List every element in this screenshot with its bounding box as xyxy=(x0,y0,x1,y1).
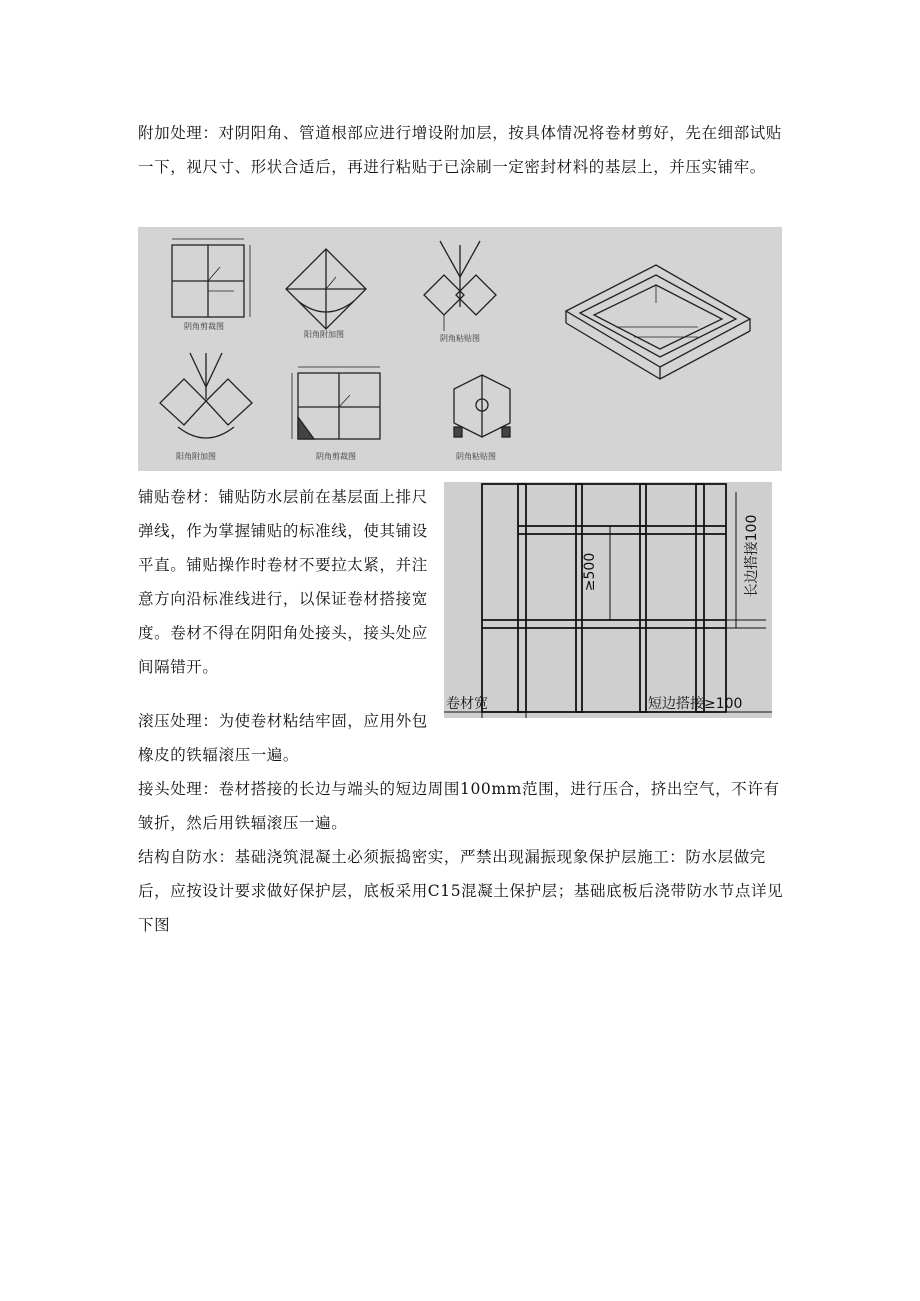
caption-2: 阳角附加图 xyxy=(304,330,344,339)
caption-6: 阴角粘贴图 xyxy=(456,452,496,461)
caption-5: 阴角剪裁图 xyxy=(316,452,356,461)
caption-4: 阳角附加图 xyxy=(176,452,216,461)
paragraph-joint-treatment: 接头处理：卷材搭接的长边与端头的短边周围100mm范围，进行压合，挤出空气，不许有皱折，然后用铁辐滚压一遍。 xyxy=(138,780,780,832)
corner-treatment-figure xyxy=(138,227,782,471)
paragraph-paving-membrane: 铺贴卷材：铺贴防水层前在基层面上排尺弹线，作为掌握铺贴的标准线，使其铺设平直。铺贴操作时卷材不要拉太紧，并注意方向沿标准线进行，以保证卷材搭接宽度。卷材不得在阴阳角处接头，接头处应间隔错开。 xyxy=(138,488,428,676)
paragraph-structural-waterproofing: 结构自防水：基础浇筑混凝土必须振捣密实，严禁出现漏振现象保护层施工：防水层做完后，应按设计要求做好保护层，底板采用C15混凝土保护层；基础底板后浇带防水节点详见下图 xyxy=(138,848,784,934)
membrane-overlap-drawing xyxy=(444,482,772,718)
label-long-edge-overlap: 长边搭接100 xyxy=(744,514,760,598)
paragraph-rolling-treatment: 滚压处理：为使卷材粘结牢固，应用外包橡皮的铁辐滚压一遍。 xyxy=(138,712,428,764)
figure2-background xyxy=(444,482,772,718)
label-short-edge-overlap: 短边搭接≥100 xyxy=(648,696,743,712)
label-membrane-width: 卷材宽 xyxy=(446,696,488,712)
corner-treatment-drawing xyxy=(138,227,782,471)
paragraph-additional-treatment: 附加处理：对阴阳角、管道根部应进行增设附加层，按具体情况将卷材剪好，先在细部试贴一下，视尺寸、形状合适后，再进行粘贴于已涂刷一定密封材料的基层上，并压实铺牢。 xyxy=(138,124,783,176)
caption-1: 阴角剪裁图 xyxy=(184,322,224,331)
caption-3: 阴角粘贴图 xyxy=(440,334,480,343)
dim-vertical: ≥500 xyxy=(582,552,598,592)
membrane-overlap-figure xyxy=(444,482,772,718)
